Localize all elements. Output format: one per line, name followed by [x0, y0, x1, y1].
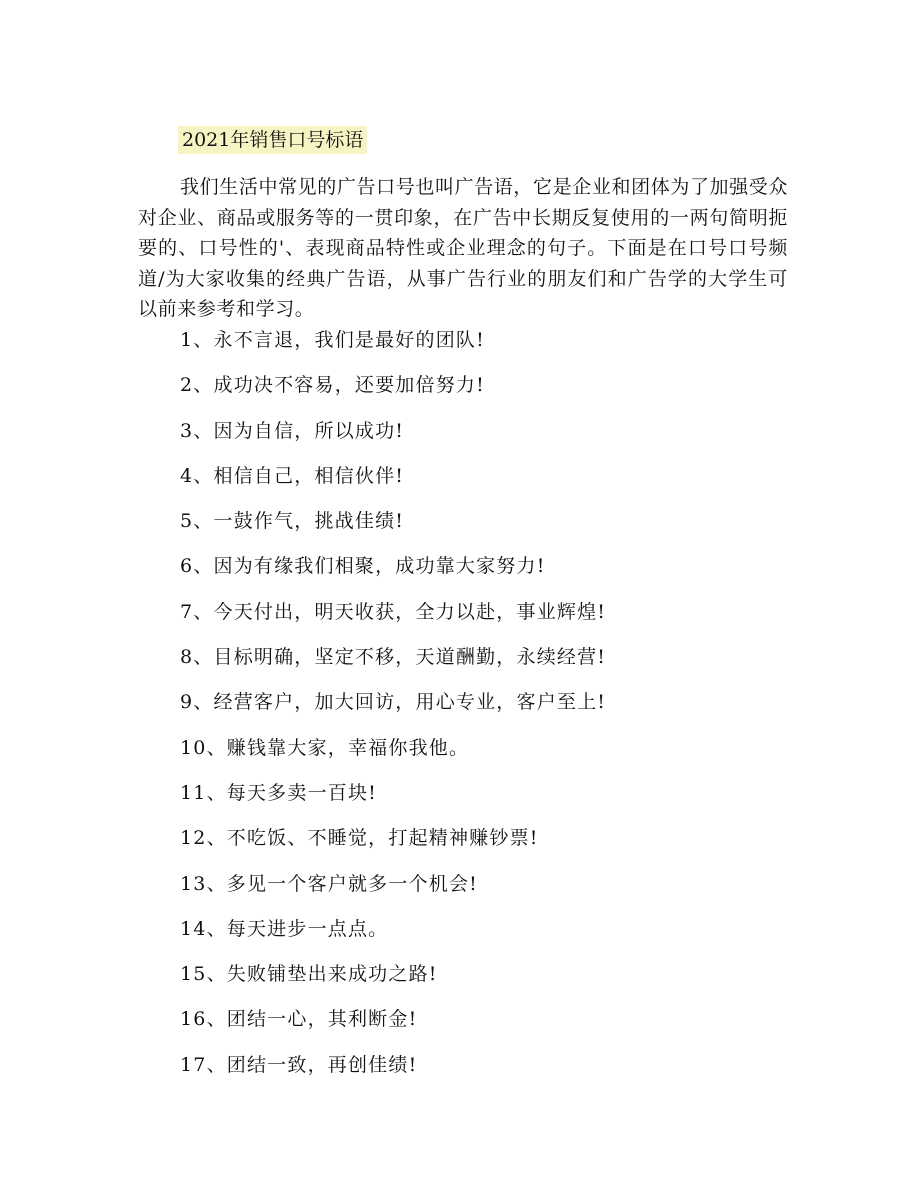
- slogan-item: 6、因为有缘我们相聚，成功靠大家努力!: [180, 555, 546, 578]
- slogan-item: 8、目标明确，坚定不移，天道酬勤，永续经营!: [180, 646, 607, 669]
- slogan-item: 2、成功决不容易，还要加倍努力!: [180, 374, 485, 397]
- slogan-item: 3、因为自信，所以成功!: [180, 419, 405, 442]
- document-title: 2021年销售口号标语: [178, 126, 367, 154]
- slogan-item: 1、永不言退，我们是最好的团队!: [180, 329, 485, 351]
- slogan-item: 4、相信自己，相信伙伴!: [180, 464, 405, 487]
- slogan-item: 11、每天多卖一百块!: [180, 781, 378, 804]
- slogan-item: 12、不吃饭、不睡觉，打起精神赚钞票!: [180, 827, 539, 850]
- slogan-item: 5、一鼓作气，挑战佳绩!: [180, 510, 405, 533]
- slogan-item: 7、今天付出，明天收获，全力以赴，事业辉煌!: [180, 600, 607, 623]
- slogan-item: 16、团结一心，其利断金!: [180, 1008, 418, 1031]
- slogan-item: 13、多见一个客户就多一个机会!: [180, 872, 479, 895]
- slogan-item: 9、经营客户，加大回访，用心专业，客户至上!: [180, 691, 607, 714]
- slogan-item: 14、每天进步一点点。: [180, 917, 389, 940]
- slogan-item: 17、团结一致，再创佳绩!: [180, 1053, 418, 1076]
- slogan-item: 10、赚钱靠大家，幸福你我他。: [180, 736, 470, 759]
- slogan-list: [180, 325, 606, 1095]
- intro-paragraph: 我们生活中常见的广告口号也叫广告语，它是企业和团体为了加强受众对企业、商品或服务等的一贯印象，在广告中长期反复使用的一两句简明扼要的、口号性的'、表现商品特性或企业理念的句子。下面是在口号口号频道/为大家收集的经典广告语，从事广告行业的朋友们和广告学的大学生可以前来参考和学习。: [138, 176, 788, 320]
- slogan-item: 15、失败铺垫出来成功之路!: [180, 963, 438, 986]
